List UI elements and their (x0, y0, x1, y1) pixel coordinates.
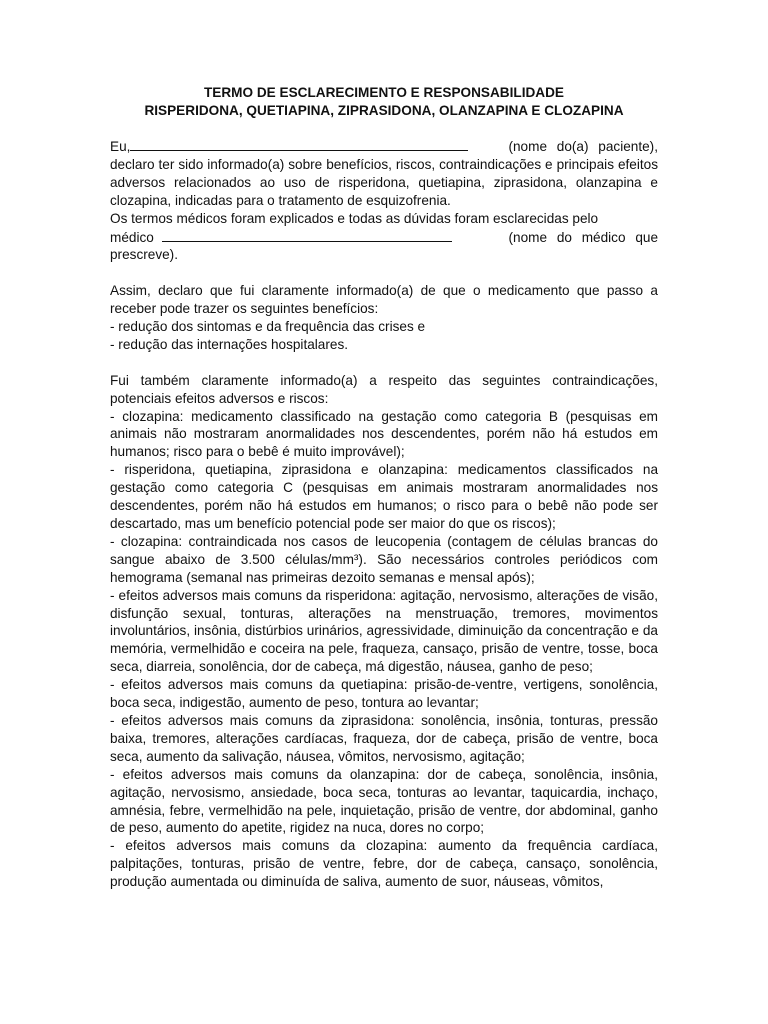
risk-item: - efeitos adversos mais comuns da ziprasidona: sonolência, insônia, tonturas, pressão baixa, tremores, alterações cardíacas, fraqueza, dor de cabeça, prisão de ventre, boca seca, aumento da salivação, náusea, vômitos, nervosismo, agitação; (110, 712, 658, 764)
doctor-suffix: (nome do médico que (508, 229, 658, 245)
doctor-name-line (110, 228, 658, 247)
risk-item: - efeitos adversos mais comuns da olanzapina: dor de cabeça, sonolência, insônia, agitação, nervosismo, ansiedade, boca seca, tonturas ao levantar, taquicardia, inchaço, amnésia, febre, vermelhidão na pele, inquietação, prisão de ventre, dor abdominal, ganho de peso, aumento do apetite, rigidez na nuca, dores no corpo; (110, 766, 658, 836)
risk-item: - risperidona, quetiapina, ziprasidona e olanzapina: medicamentos classificados na gestação como categoria C (pesquisas em animais mostraram anormalidades nos descendentes, porém não há estudos em humanos; o risco para o bebê não pode ser descartado, mas um benefício potencial pode ser maior do que os riscos); (110, 462, 658, 531)
document-page (110, 84, 658, 891)
risk-item: - clozapina: contraindicada nos casos de leucopenia (contagem de células brancas do sangue abaixo de 3.500 células/mm³). São necessários controles periódicos com hemograma (semanal nas primeiras dezoito semanas e mensal após); (110, 533, 658, 585)
patient-name-line (110, 137, 658, 156)
title-line-2: RISPERIDONA, QUETIAPINA, ZIPRASIDONA, OLANZAPINA E CLOZAPINA (144, 103, 624, 118)
risk-item: - efeitos adversos mais comuns da clozapina: aumento da frequência cardíaca, palpitações, tonturas, prisão de ventre, febre, dor de cabeça, cansaço, sonolência, produção aumentada ou diminuída de saliva, aumento de suor, náuseas, vômitos, (110, 838, 658, 890)
risks-intro: Fui também claramente informado(a) a respeito das seguintes contraindicações, potenciais efeitos adversos e riscos: (110, 372, 658, 406)
benefits-intro: Assim, declaro que fui claramente informado(a) de que o medicamento que passo a receber pode trazer os seguintes benefícios: (110, 283, 658, 317)
intro-paragraph (110, 137, 658, 264)
doctor-name-field[interactable] (162, 228, 452, 242)
benefits-section (110, 282, 658, 354)
terms-text: Os termos médicos foram explicados e todas as dúvidas foram esclarecidas pelo (110, 210, 599, 226)
spacer (110, 354, 658, 372)
document-title (110, 84, 658, 120)
risk-item: - efeitos adversos mais comuns da quetiapina: prisão-de-ventre, vertigens, sonolência, boca seca, indigestão, aumento de peso, tontura ao levantar; (110, 677, 658, 711)
patient-name-field[interactable] (130, 137, 468, 151)
risk-item: - clozapina: medicamento classificado na gestação como categoria B (pesquisas em animais não mostraram anormalidades nos descendentes, porém não há estudos em humanos; risco para o bebê é muito improvável); (110, 408, 658, 460)
title-line-1: TERMO DE ESCLARECIMENTO E RESPONSABILIDADE (203, 85, 564, 100)
doctor-prefix: médico (110, 229, 154, 245)
risks-section (110, 372, 658, 891)
spacer (110, 264, 658, 282)
doctor-end: prescreve). (110, 247, 178, 263)
risk-item: - efeitos adversos mais comuns da risperidona: agitação, nervosismo, alterações de visão, disfunção sexual, tonturas, alterações na menstruação, tremores, movimentos involuntários, insônia, distúrbios urinários, agressividade, diminuição da concentração e da memória, vermelhidão e coceira na pele, fraqueza, cansaço, prisão de ventre, tosse, boca seca, diarreia, sonolência, dor de cabeça, má digestão, náusea, ganho de peso; (110, 587, 658, 675)
benefit-item: - redução dos sintomas e da frequência das crises e (110, 319, 426, 335)
benefit-item: - redução das internações hospitalares. (110, 336, 349, 352)
intro-prefix: Eu, (110, 139, 131, 154)
declaration-text: declaro ter sido informado(a) sobre benefícios, riscos, contraindicações e principais efeitos adversos relacionados ao uso de risperidona, quetiapina, ziprasidona, olanzapina e clozapina, indicadas para o tratamento de esquizofrenia. (110, 156, 658, 208)
patient-suffix: (nome do(a) paciente), (508, 139, 658, 154)
